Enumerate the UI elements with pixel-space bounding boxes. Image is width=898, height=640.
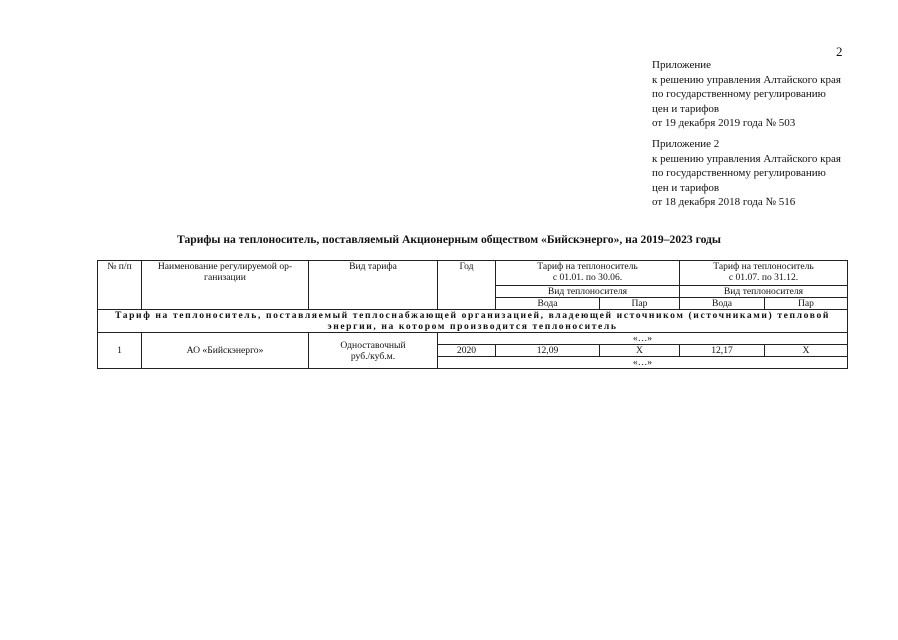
header-period-2-line: с 01.07. по 31.12. — [728, 272, 799, 283]
annex-1-line: цен и тарифов — [652, 102, 720, 115]
header-organization — [142, 261, 309, 310]
header-period-2-line: Тариф на теплоноситель — [713, 261, 814, 272]
header-period-2 — [680, 261, 848, 286]
header-water-2: Вода — [680, 298, 765, 310]
header-water-1: Вода — [496, 298, 600, 310]
document-title: Тарифы на теплоноситель, поставляемый Акционерным обществом «Бийскэнерго», на 2019–2023 годы — [177, 233, 721, 246]
header-steam-1: Пар — [600, 298, 680, 310]
row-year: 2020 — [438, 345, 496, 357]
header-organization-line: Наименование регулируемой ор- — [157, 261, 293, 272]
header-carrier-type-1: Вид теплоносителя — [496, 286, 680, 298]
row-tariff-type — [309, 333, 438, 369]
header-organization-line: ганизации — [204, 272, 246, 283]
row-water-1: 12,09 — [496, 345, 600, 357]
row-water-2: 12,17 — [680, 345, 765, 357]
row-steam-1: Х — [600, 345, 680, 357]
header-period-1-line: Тариф на теплоноситель — [537, 261, 638, 272]
row-tariff-type-line: Одноставочный — [340, 339, 406, 351]
header-period-1-line: с 01.01. по 30.06. — [552, 272, 623, 283]
header-tariff-type: Вид тарифа — [309, 261, 438, 310]
table-header-row — [98, 261, 848, 286]
row-organization: АО «Бийскэнерго» — [142, 333, 309, 369]
annex-2-line: по государственному регулированию — [652, 167, 826, 180]
header-steam-2: Пар — [765, 298, 848, 310]
section-title: Тариф на теплоноситель, поставляемый теплоснабжающей организацией, владеющей источником (источниками) тепловой энергии, на котором производится теплоноситель — [98, 310, 848, 333]
annex-1-line: к решению управления Алтайского края — [652, 73, 841, 86]
annex-2-line: к решению управления Алтайского края — [652, 152, 841, 165]
annex-2-line: Приложение 2 — [652, 138, 720, 150]
annex-1-line: по государственному регулированию — [652, 88, 826, 101]
header-year: Год — [438, 261, 496, 310]
header-carrier-type-2: Вид теплоносителя — [680, 286, 848, 298]
row-steam-2: Х — [765, 345, 848, 357]
annex-2-header — [652, 137, 841, 210]
page-number: 2 — [836, 44, 843, 59]
annex-1-line: Приложение — [652, 59, 712, 71]
row-num: 1 — [98, 333, 142, 369]
annex-1-header — [652, 58, 841, 131]
annex-2-line: от 18 декабря 2018 года № 516 — [652, 196, 796, 209]
row-ellipsis-bottom: «…» — [438, 357, 848, 369]
row-tariff-type-line: руб./куб.м. — [350, 350, 396, 362]
table-section-row — [98, 310, 848, 333]
header-num: № п/п — [98, 261, 142, 310]
annex-2-line: цен и тарифов — [652, 181, 720, 194]
annex-1-line: от 19 декабря 2019 года № 503 — [652, 117, 796, 130]
table-row — [98, 333, 848, 345]
header-period-1 — [496, 261, 680, 286]
row-ellipsis-top: «…» — [438, 333, 848, 345]
tariff-table — [97, 260, 848, 369]
